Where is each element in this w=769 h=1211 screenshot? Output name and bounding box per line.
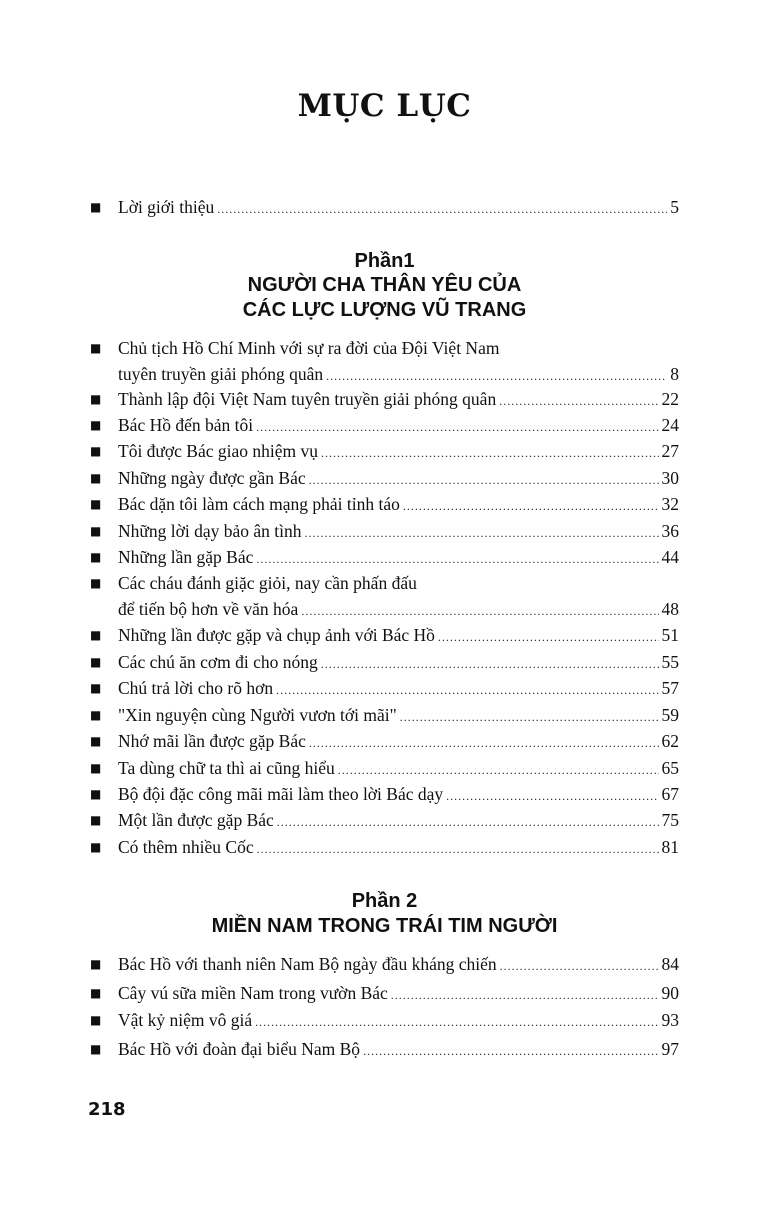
- toc-entry[interactable]: [90, 544, 679, 572]
- entry-page: 90: [661, 983, 679, 1003]
- part2-label: Phần 2: [351, 890, 418, 912]
- dot-leader: [338, 757, 659, 783]
- entry-title: Bác Hồ đến bản tôi: [118, 415, 254, 435]
- dot-leader: [321, 440, 658, 466]
- dot-leader: [305, 520, 659, 546]
- entry-title: Bộ đội đặc công mãi mãi làm theo lời Bác dạy: [118, 784, 444, 804]
- bullet-icon: ■: [90, 957, 102, 971]
- dot-leader: [403, 493, 659, 519]
- entry-title: Một lần được gặp Bác: [118, 810, 274, 830]
- entry-title: Bác Hồ với thanh niên Nam Bộ ngày đầu kháng chiến: [118, 954, 497, 974]
- entry-page: 30: [661, 468, 679, 488]
- entry-page: 24: [661, 415, 679, 435]
- entry-page: 32: [661, 494, 679, 514]
- toc-entry[interactable]: [90, 465, 679, 493]
- entry-page: 65: [661, 758, 679, 778]
- entry-title: Chú trả lời cho rõ hơn: [118, 678, 274, 698]
- entry-page: 44: [661, 547, 679, 567]
- dot-leader: [256, 546, 658, 572]
- bullet-icon: ■: [90, 787, 102, 801]
- bullet-icon: ■: [90, 986, 102, 1000]
- bullet-icon: ■: [90, 576, 102, 590]
- entry-page: 27: [661, 441, 679, 461]
- bullet-icon: ■: [90, 341, 102, 355]
- page-number: 218: [88, 1099, 126, 1120]
- entry-page: 5: [670, 197, 679, 217]
- entry-title: Tôi được Bác giao nhiệm vụ: [118, 441, 319, 461]
- entry-page: 97: [661, 1039, 679, 1059]
- entry-title: "Xin nguyện cùng Người vươn tới mãi": [118, 705, 397, 725]
- dot-leader: [309, 730, 659, 756]
- bullet-icon: ■: [90, 813, 102, 827]
- entry-page: 93: [661, 1010, 679, 1030]
- dot-leader: [363, 1038, 658, 1064]
- dot-leader: [400, 704, 659, 730]
- entry-page: 62: [661, 731, 679, 751]
- toc-entry[interactable]: [90, 675, 679, 703]
- bullet-icon: ■: [90, 418, 102, 432]
- entry-page: 48: [661, 599, 679, 619]
- dot-leader: [276, 677, 658, 703]
- entry-title: tuyên truyền giải phóng quân: [118, 364, 324, 384]
- entry-title: Thành lập đội Việt Nam tuyên truyền giải phóng quân: [118, 389, 497, 409]
- bullet-icon: ■: [90, 761, 102, 775]
- entry-title-line1: Các cháu đánh giặc giỏi, nay cần phấn đấu: [118, 573, 417, 593]
- toc-entry[interactable]: [90, 570, 679, 624]
- toc-entry[interactable]: [90, 951, 679, 979]
- dot-leader: [217, 196, 667, 222]
- part2-heading-line1: MIỀN NAM TRONG TRÁI TIM NGƯỜI: [211, 915, 558, 937]
- entry-title: Bác Hồ với đoàn đại biểu Nam Bộ: [118, 1039, 361, 1059]
- entry-page: 8: [670, 364, 679, 384]
- toc-entry[interactable]: [90, 386, 679, 414]
- toc-entry[interactable]: [90, 755, 679, 783]
- bullet-icon: ■: [90, 1042, 102, 1056]
- bullet-icon: ■: [90, 1013, 102, 1027]
- toc-entry[interactable]: [90, 412, 679, 440]
- bullet-icon: ■: [90, 681, 102, 695]
- entry-title: Cây vú sữa miền Nam trong vườn Bác: [118, 983, 388, 1003]
- part1-label: Phần1: [354, 250, 415, 272]
- dot-leader: [257, 836, 659, 862]
- entry-title: Những lần được gặp và chụp ảnh với Bác Hồ: [118, 625, 435, 645]
- dot-leader: [321, 651, 659, 677]
- toc-entry[interactable]: [90, 980, 679, 1008]
- entry-title: Nhớ mãi lần được gặp Bác: [118, 731, 306, 751]
- entry-page: 59: [661, 705, 679, 725]
- toc-entry[interactable]: [90, 622, 679, 650]
- bullet-icon: ■: [90, 471, 102, 485]
- bullet-icon: ■: [90, 497, 102, 511]
- entry-page: 67: [661, 784, 679, 804]
- toc-entry[interactable]: [90, 649, 679, 677]
- bullet-icon: ■: [90, 840, 102, 854]
- entry-page: 36: [661, 521, 679, 541]
- dot-leader: [499, 388, 658, 414]
- toc-entry[interactable]: [90, 1036, 679, 1064]
- part1-heading-line2: CÁC LỰC LƯỢNG VŨ TRANG: [242, 299, 527, 321]
- entry-title: Bác dặn tôi làm cách mạng phải tỉnh táo: [118, 494, 400, 514]
- dot-leader: [301, 598, 658, 624]
- entry-page: 81: [661, 837, 679, 857]
- toc-entry[interactable]: [90, 728, 679, 756]
- entry-title: Những lời dạy bảo ân tình: [118, 521, 302, 541]
- bullet-icon: ■: [90, 655, 102, 669]
- dot-leader: [255, 1009, 658, 1035]
- toc-entry[interactable]: [90, 834, 679, 862]
- bullet-icon: ■: [90, 524, 102, 538]
- dot-leader: [446, 783, 658, 809]
- entry-title: Vật kỷ niệm vô giá: [118, 1010, 253, 1030]
- entry-title: để tiến bộ hơn về văn hóa: [118, 599, 299, 619]
- toc-entry-intro[interactable]: [90, 194, 679, 222]
- toc-entry[interactable]: [90, 491, 679, 519]
- entry-title: Những ngày được gần Bác: [118, 468, 306, 488]
- entry-title: Các chú ăn cơm đi cho nóng: [118, 652, 318, 672]
- entry-page: 57: [661, 678, 679, 698]
- entry-page: 84: [661, 954, 679, 974]
- toc-entry[interactable]: [90, 702, 679, 730]
- entry-title: Có thêm nhiều Cốc: [118, 837, 254, 857]
- bullet-icon: ■: [90, 550, 102, 564]
- dot-leader: [391, 982, 659, 1008]
- toc-entry[interactable]: [90, 1007, 679, 1035]
- toc-entry[interactable]: [90, 781, 679, 809]
- bullet-icon: ■: [90, 200, 102, 214]
- dot-leader: [438, 624, 659, 650]
- toc-entry[interactable]: [90, 335, 679, 389]
- dot-leader: [309, 467, 659, 493]
- bullet-icon: ■: [90, 628, 102, 642]
- dot-leader: [277, 809, 659, 835]
- toc-entry[interactable]: [90, 438, 679, 466]
- bullet-icon: ■: [90, 444, 102, 458]
- dot-leader: [500, 953, 659, 979]
- part1-heading-line1: NGƯỜI CHA THÂN YÊU CỦA: [247, 274, 522, 296]
- toc-entry[interactable]: [90, 807, 679, 835]
- toc-entry[interactable]: [90, 518, 679, 546]
- bullet-icon: ■: [90, 708, 102, 722]
- entry-page: 75: [661, 810, 679, 830]
- entry-title: Lời giới thiệu: [118, 197, 215, 217]
- entry-page: 51: [661, 625, 679, 645]
- bullet-icon: ■: [90, 392, 102, 406]
- dot-leader: [256, 414, 658, 440]
- bullet-icon: ■: [90, 734, 102, 748]
- page-title: MỤC LỤC: [297, 88, 472, 124]
- entry-title-line1: Chủ tịch Hồ Chí Minh với sự ra đời của Đội Việt Nam: [118, 338, 500, 358]
- entry-page: 22: [661, 389, 679, 409]
- entry-title: Ta dùng chữ ta thì ai cũng hiểu: [118, 758, 335, 778]
- entry-title: Những lần gặp Bác: [118, 547, 254, 567]
- entry-page: 55: [661, 652, 679, 672]
